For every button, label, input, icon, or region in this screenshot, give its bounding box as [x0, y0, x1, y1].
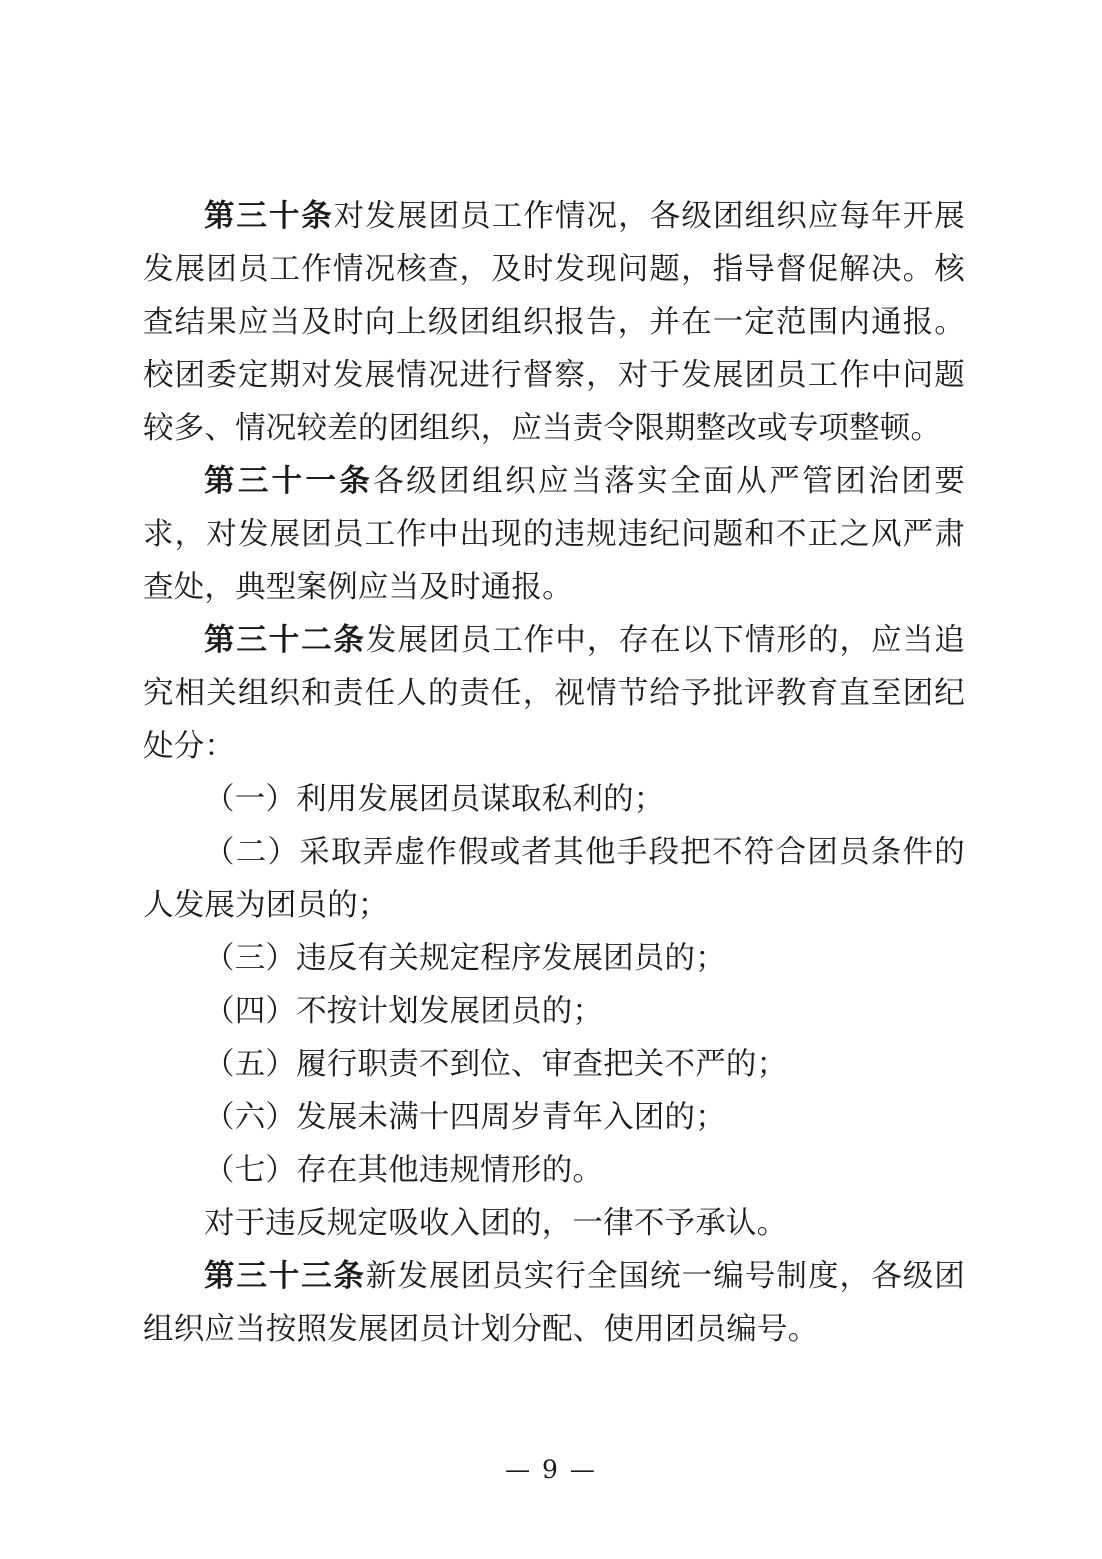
- article-text: 发展团员工作中，存在以下情形的，应当追究相关组织和责任人的责任，视情节给予批评教育直至团纪处分：: [143, 623, 965, 764]
- paragraph-article-30: [143, 190, 965, 455]
- paragraph-closing-note: 对于违反规定吸收入团的，一律不予承认。: [204, 1206, 788, 1241]
- paragraph-article-31: [143, 455, 965, 614]
- page-number: — 9 —: [505, 1455, 597, 1484]
- list-item-7: （七）存在其他违规情形的。: [204, 1153, 604, 1188]
- article-text: 对发展团员工作情况，各级团组织应每年开展发展团员工作情况核查，及时发现问题，指导督促解决。核查结果应当及时向上级团组织报告，并在一定范围内通报。校团委定期对发展情况进行督察，对于发展团员工作中问题较多、情况较差的团组织，应当责令限期整改或专项整顿。: [143, 199, 966, 446]
- document-body: [143, 190, 965, 1356]
- list-item-4: （四）不按计划发展团员的；: [204, 994, 604, 1029]
- article-heading: 第三十条: [204, 198, 334, 234]
- article-heading: 第三十二条: [204, 622, 366, 658]
- list-item-1: （一）利用发展团员谋取私利的；: [204, 782, 665, 817]
- list-item-5: （五）履行职责不到位、审查把关不严的；: [204, 1047, 788, 1082]
- paragraph-article-33: [143, 1250, 965, 1356]
- article-text: 新发展团员实行全国统一编号制度，各级团组织应当按照发展团员计划分配、使用团员编号。: [143, 1259, 965, 1347]
- paragraph-article-32: [143, 614, 965, 773]
- article-heading: 第三十三条: [204, 1258, 366, 1294]
- list-item-3: （三）违反有关规定程序发展团员的；: [204, 941, 726, 976]
- article-text: 各级团组织应当落实全面从严管团治团要求，对发展团员工作中出现的违规违纪问题和不正之风严肃查处，典型案例应当及时通报。: [143, 464, 966, 605]
- list-item-6: （六）发展未满十四周岁青年入团的；: [204, 1100, 726, 1135]
- list-item-2: （二）采取弄虚作假或者其他手段把不符合团员条件的人发展为团员的；: [143, 835, 965, 923]
- article-heading: 第三十一条: [204, 463, 374, 499]
